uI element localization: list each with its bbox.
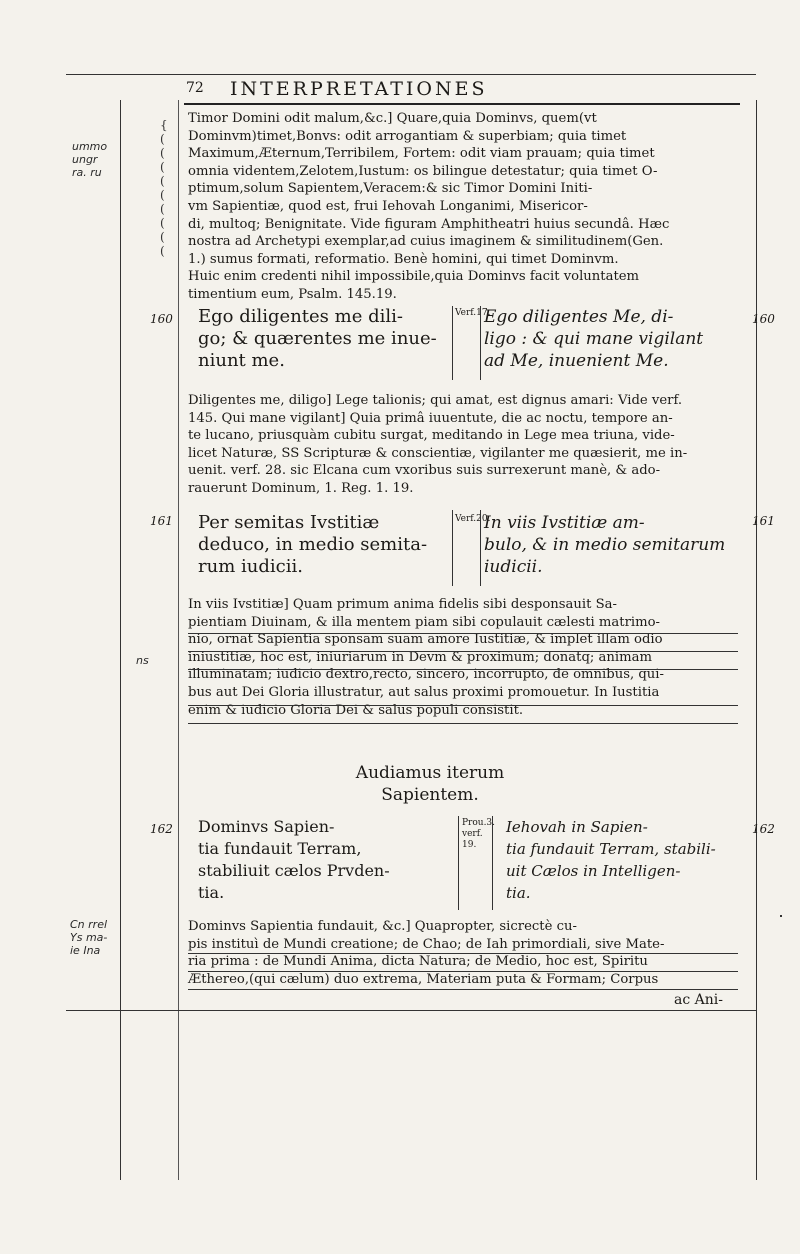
verse-line: In viis Ivstitiæ am-	[484, 513, 645, 533]
text-line: 145. Qui mane vigilant] Quia primâ iuuentute, die ac noctu, tempore an-	[188, 410, 673, 426]
commentary-160	[188, 392, 738, 498]
verse-line: Ego diligentes me dili-	[198, 306, 403, 327]
column-rule	[480, 306, 481, 380]
verse-line: Iehovah in Sapien-	[506, 818, 648, 836]
margin-rule	[178, 100, 179, 1180]
verse-line: iudicii.	[484, 557, 543, 577]
verse-line: Ego diligentes Me, di-	[484, 307, 674, 327]
note-line: ummo	[72, 140, 108, 153]
column-rule	[452, 510, 453, 586]
audiamus-heading	[300, 762, 560, 806]
underline-mark	[188, 651, 738, 652]
verse-line: tia.	[198, 883, 225, 902]
margin-number-left: 161	[150, 514, 173, 528]
note-line: ra. ru	[72, 166, 102, 179]
text-line: ptimum,solum Sapientem,Veracem:& sic Timor Domini Initi-	[188, 181, 593, 197]
verse-line: go; & quærentes me inue-	[198, 328, 437, 349]
verse-line: ad Me, inuenient Me.	[484, 351, 669, 371]
handwritten-note-mid: ns	[136, 654, 149, 667]
verse-latin-right	[484, 512, 736, 578]
text-line: 1.) sumus formati, reformatio. Benè homini, qui timet Dominvm.	[188, 251, 619, 267]
heading-line: Sapientem.	[381, 785, 479, 805]
text-line: nio, ornat Sapientia sponsam suam amore Iustitiæ, & implet illam odio	[188, 632, 663, 648]
verse-reference	[462, 818, 496, 851]
running-title: INTERPRETATIONES	[230, 78, 488, 100]
verse-line: ligo : & qui mane vigilant	[484, 329, 704, 349]
verse-line: uit Cælos in Intelligen-	[506, 862, 681, 880]
text-line: iniustitiæ, hoc est, iniuriarum in Devm & proximum; donatq; animam	[188, 649, 652, 665]
margin-number-right: 162	[752, 822, 775, 836]
underline-mark	[188, 723, 738, 724]
note-line: Cn rrel	[70, 918, 108, 931]
verse-line: tia.	[506, 884, 531, 902]
margin-number-right: 161	[752, 514, 775, 528]
verse-line: deduco, in medio semita-	[198, 534, 428, 555]
text-line: omnia videntem,Zelotem,Iustum: os bilingue detestatur; quia timet O-	[188, 163, 658, 179]
text-line: illuminatam; iudicio dextro,recto, sincero, incorrupto, de omnibus, qui-	[188, 667, 664, 683]
underline-mark	[188, 669, 738, 670]
verse-reference: Verf.20.	[455, 514, 491, 524]
note-line: Ys ma-	[70, 931, 108, 944]
text-line: ria prima : de Mundi Anima, dicta Natura; de Medio, hoc est, Spiritu	[188, 954, 648, 970]
underline-mark	[188, 633, 738, 634]
text-line: Huic enim credenti nihil impossibile,quia Dominvs facit voluntatem	[188, 269, 640, 285]
header-rule	[184, 103, 740, 105]
handwritten-note-bottom	[70, 918, 107, 957]
ref-line: Prou.3.	[462, 818, 496, 828]
verse-latin-left	[198, 306, 450, 372]
text-line: pis instituì de Mundi creatione; de Chao; de Iah primordiali, sive Mate-	[188, 936, 665, 952]
underline-mark	[188, 953, 738, 954]
verse-line: stabiliuit cælos Prvden-	[198, 861, 390, 880]
text-line: vm Sapientiæ, quod est, frui Iehovah Longanimi, Misericor-	[188, 198, 588, 214]
text-line: di, multoq; Benignitate. Vide figuram Amphitheatri huius secundâ. Hæc	[188, 216, 670, 232]
text-line: bus aut Dei Gloria illustratur, aut salus proximi promouetur. In Iustitia	[188, 684, 660, 700]
text-line: Dominvs Sapientia fundauit, &c.] Quapropter, sicrectè cu-	[188, 919, 577, 934]
verse-line: tia fundauit Terram,	[198, 839, 362, 858]
heading-line: Audiamus iterum	[355, 763, 505, 783]
column-rule	[452, 306, 453, 380]
text-line: Timor Domini odit malum,&c.] Quare,quia Dominvs, quem(vt	[188, 111, 597, 126]
verse-reference: Verf.17.	[455, 308, 491, 318]
verse-line: bulo, & in medio semitarum	[484, 535, 726, 555]
page-number: 72	[186, 80, 204, 96]
left-brace: { ( ( ( ( ( ( ( ( (	[160, 118, 168, 258]
text-line: rauerunt Dominum, 1. Reg. 1. 19.	[188, 480, 414, 496]
verse-line: Dominvs Sapien-	[198, 817, 335, 836]
note-line: ungr	[72, 153, 98, 166]
text-line: enim & iudicio Gloria Dei & salus populi consistit.	[188, 702, 524, 718]
top-rule	[66, 74, 756, 75]
verse-latin-right	[506, 816, 738, 904]
text-line: te lucano, priusquàm cubitu surgat, meditando in Lege mea triuna, vide-	[188, 428, 675, 444]
ref-line: verf. 19.	[462, 829, 483, 850]
catchword: ac Ani-	[674, 992, 723, 1008]
running-header	[180, 80, 740, 102]
column-rule	[458, 816, 459, 910]
text-line: uenit. verf. 28. sic Elcana cum vxoribus suis surrexerunt manè, & ado-	[188, 463, 661, 479]
margin-number-right: 160	[752, 312, 775, 326]
text-line: Diligentes me, diligo] Lege talionis; qui amat, est dignus amari: Vide verf.	[188, 393, 683, 408]
text-line: pientiam Diuinam, & illa mentem piam sibi copulauit cælesti matrimo-	[188, 614, 660, 630]
verse-latin-left	[198, 816, 454, 904]
stray-mark	[780, 915, 782, 917]
margin-number-left: 160	[150, 312, 173, 326]
text-line: Dominvm)timet,Bonvs: odit arrogantiam & superbiam; quia timet	[188, 128, 627, 144]
underline-mark	[188, 705, 738, 706]
verse-line: niunt me.	[198, 350, 285, 371]
margin-number-left: 162	[150, 822, 173, 836]
text-line: Maximum,Æternum,Terribilem, Fortem: odit viam prauam; quia timet	[188, 146, 655, 162]
text-line: licet Naturæ, SS Scripturæ & conscientiæ, vigilanter me quæsierit, me in-	[188, 445, 688, 461]
text-line: nostra ad Archetypi exemplar,ad cuius imaginem & similitudinem(Gen.	[188, 234, 664, 250]
note-line: ie Ina	[70, 944, 101, 957]
underline-mark	[188, 989, 738, 990]
verse-latin-left	[198, 512, 450, 578]
column-rule	[492, 816, 493, 910]
handwritten-note-top	[72, 140, 107, 179]
intro-paragraph	[188, 110, 738, 304]
commentary-161	[188, 596, 738, 719]
verse-latin-right	[484, 306, 736, 372]
verse-line: tia fundauit Terram, stabili-	[506, 840, 716, 858]
verse-line: rum iudicii.	[198, 556, 303, 577]
column-rule	[480, 510, 481, 586]
text-line: Æthereo,(qui cælum) duo extrema, Materiam puta & Formam; Corpus	[188, 971, 659, 987]
text-line: In viis Ivstitiæ] Quam primum anima fidelis sibi desponsauit Sa-	[188, 597, 617, 612]
verse-line: Per semitas Ivstitiæ	[198, 512, 380, 533]
underline-mark	[188, 971, 738, 972]
text-line: timentium eum, Psalm. 145.19.	[188, 286, 397, 302]
bottom-rule	[66, 1010, 756, 1011]
